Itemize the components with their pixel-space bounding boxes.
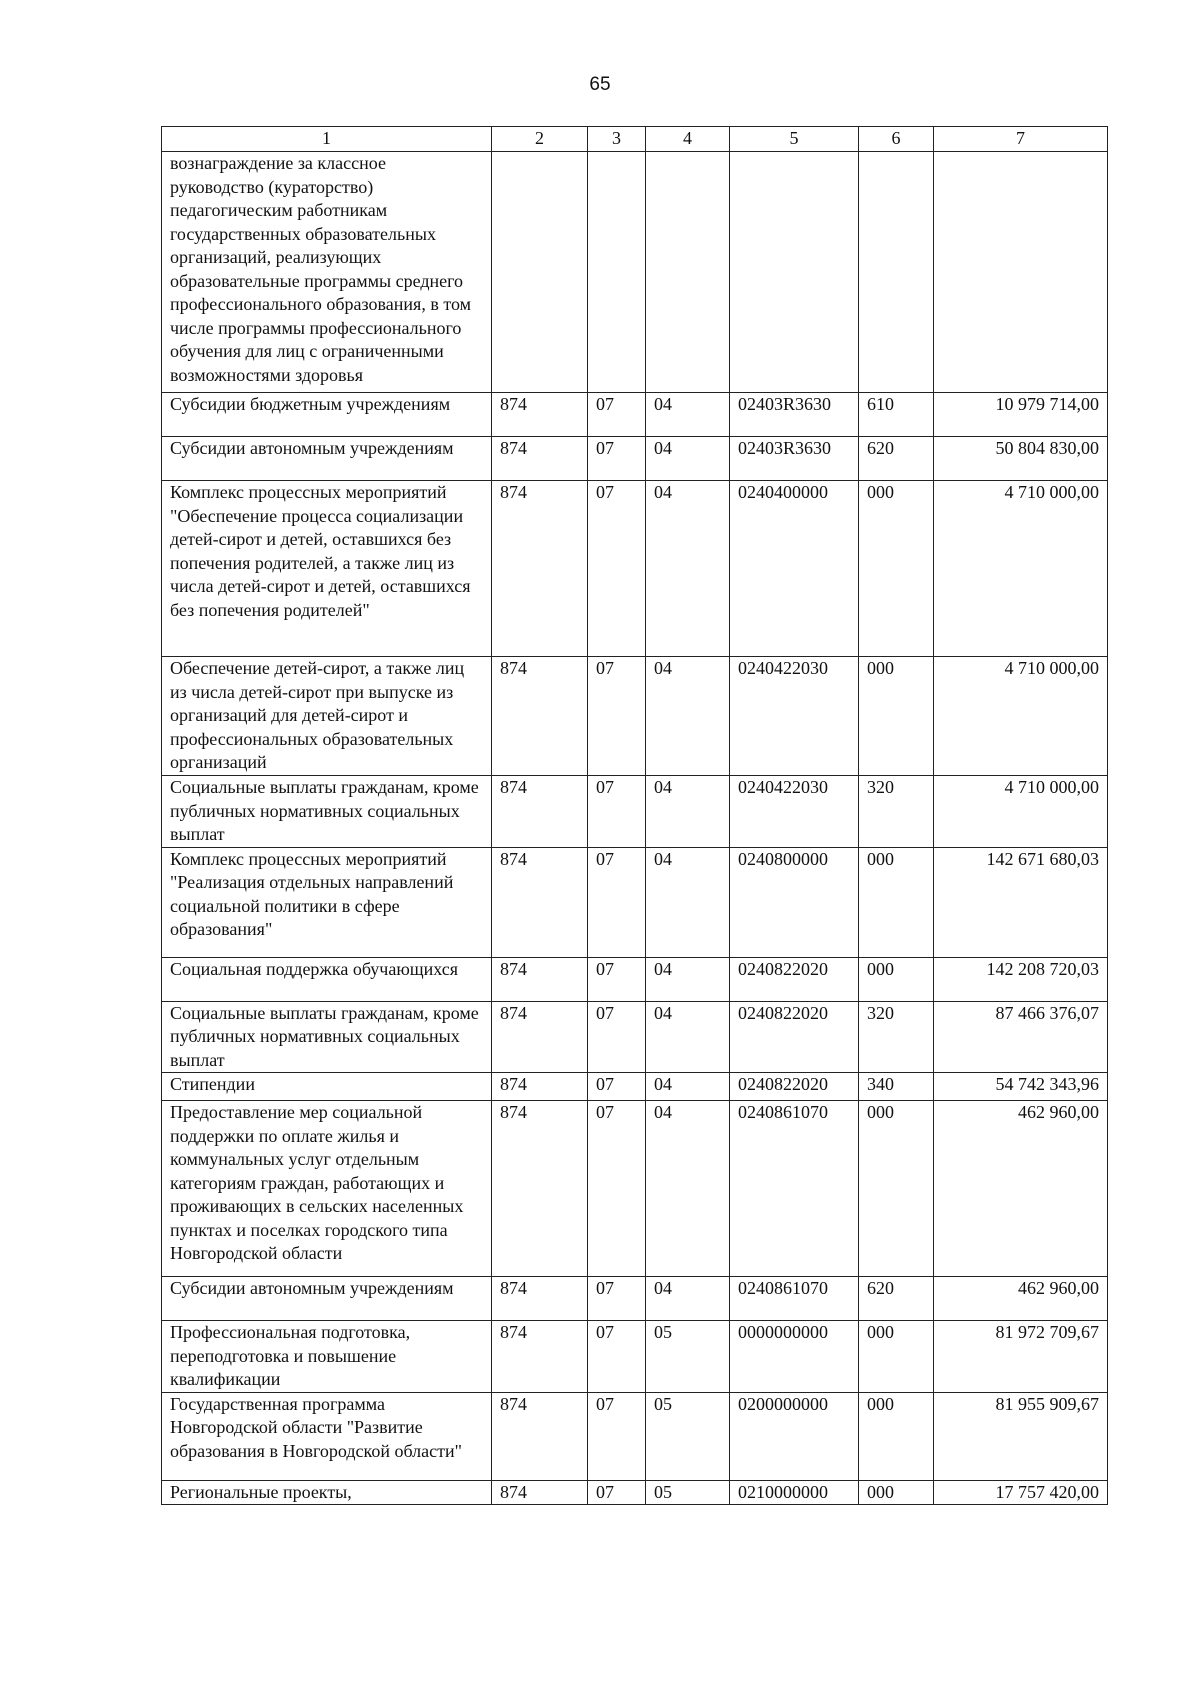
target-article-cell: 0200000000 (730, 1392, 859, 1480)
amount-cell: 81 955 909,67 (934, 1392, 1108, 1480)
table-row (162, 957, 1108, 1001)
item-name-cell: Предоставление мер социальной поддержки по оплате жилья и коммунальных услуг отдельным категориям граждан, работающих и проживающих в сельских населенных пунктах и поселках городского типа Новгородской области (162, 1101, 492, 1277)
amount-cell (934, 152, 1108, 393)
target-article-cell: 0240822020 (730, 957, 859, 1001)
expense-type-cell: 320 (859, 1001, 934, 1073)
subsection-code-cell: 04 (646, 776, 730, 848)
subsection-code-cell: 04 (646, 1001, 730, 1073)
section-code-cell (588, 152, 646, 393)
section-code-cell: 07 (588, 1277, 646, 1321)
section-code-cell: 07 (588, 393, 646, 437)
subsection-code-cell: 04 (646, 657, 730, 776)
grbs-code-cell: 874 (492, 1073, 588, 1101)
item-name-cell: Социальная поддержка обучающихся (162, 957, 492, 1001)
item-name-cell: вознаграждение за классное руководство (кураторство) педагогическим работникам государственных образовательных организаций, реализующих образовательные программы среднего профессионального образования, в том числе программы профессионального обучения для лиц с ограниченными возможностями здоровья (162, 152, 492, 393)
expense-type-cell: 610 (859, 393, 934, 437)
column-header: 7 (934, 127, 1108, 152)
table-row (162, 1321, 1108, 1393)
subsection-code-cell: 04 (646, 481, 730, 657)
item-name-cell: Субсидии автономным учреждениям (162, 1277, 492, 1321)
section-code-cell: 07 (588, 1073, 646, 1101)
target-article-cell: 0240422030 (730, 776, 859, 848)
header-row (162, 127, 1108, 152)
table-row (162, 1101, 1108, 1277)
section-code-cell: 07 (588, 1480, 646, 1505)
amount-cell: 462 960,00 (934, 1101, 1108, 1277)
section-code-cell: 07 (588, 776, 646, 848)
grbs-code-cell: 874 (492, 657, 588, 776)
item-name-cell: Профессиональная подготовка, переподготовка и повышение квалификации (162, 1321, 492, 1393)
expense-type-cell (859, 152, 934, 393)
table-row (162, 657, 1108, 776)
expense-type-cell: 000 (859, 1480, 934, 1505)
item-name-cell: Стипендии (162, 1073, 492, 1101)
item-name-cell: Комплекс процессных мероприятий "Обеспечение процесса социализации детей-сирот и детей, оставшихся без попечения родителей, а также лиц из числа детей-сирот и детей, оставшихся без попечения родителей" (162, 481, 492, 657)
expense-type-cell: 000 (859, 957, 934, 1001)
amount-cell: 142 208 720,03 (934, 957, 1108, 1001)
target-article-cell: 0240822020 (730, 1073, 859, 1101)
subsection-code-cell: 05 (646, 1321, 730, 1393)
expense-type-cell: 000 (859, 1392, 934, 1480)
target-article-cell: 0240800000 (730, 847, 859, 957)
target-article-cell: 0240400000 (730, 481, 859, 657)
table-row (162, 847, 1108, 957)
grbs-code-cell: 874 (492, 481, 588, 657)
target-article-cell: 0240861070 (730, 1101, 859, 1277)
grbs-code-cell: 874 (492, 393, 588, 437)
target-article-cell: 02403R3630 (730, 437, 859, 481)
item-name-cell: Региональные проекты, (162, 1480, 492, 1505)
section-code-cell: 07 (588, 437, 646, 481)
amount-cell: 50 804 830,00 (934, 437, 1108, 481)
target-article-cell (730, 152, 859, 393)
amount-cell: 17 757 420,00 (934, 1480, 1108, 1505)
table-row (162, 776, 1108, 848)
subsection-code-cell: 04 (646, 1073, 730, 1101)
column-header: 6 (859, 127, 934, 152)
grbs-code-cell: 874 (492, 437, 588, 481)
target-article-cell: 0240422030 (730, 657, 859, 776)
table-row (162, 1480, 1108, 1505)
table-body (162, 152, 1108, 1505)
column-header: 4 (646, 127, 730, 152)
item-name-cell: Социальные выплаты гражданам, кроме публичных нормативных социальных выплат (162, 1001, 492, 1073)
section-code-cell: 07 (588, 1321, 646, 1393)
amount-cell: 4 710 000,00 (934, 776, 1108, 848)
item-name-cell: Субсидии автономным учреждениям (162, 437, 492, 481)
expense-type-cell: 000 (859, 481, 934, 657)
subsection-code-cell: 04 (646, 393, 730, 437)
subsection-code-cell: 05 (646, 1392, 730, 1480)
item-name-cell: Государственная программа Новгородской области "Развитие образования в Новгородской области" (162, 1392, 492, 1480)
budget-table (161, 126, 1108, 1505)
grbs-code-cell: 874 (492, 1321, 588, 1393)
grbs-code-cell: 874 (492, 957, 588, 1001)
expense-type-cell: 320 (859, 776, 934, 848)
page-number: 65 (589, 74, 611, 95)
amount-cell: 87 466 376,07 (934, 1001, 1108, 1073)
amount-cell: 4 710 000,00 (934, 481, 1108, 657)
column-header: 5 (730, 127, 859, 152)
section-code-cell: 07 (588, 481, 646, 657)
amount-cell: 10 979 714,00 (934, 393, 1108, 437)
grbs-code-cell: 874 (492, 1101, 588, 1277)
subsection-code-cell: 04 (646, 437, 730, 481)
amount-cell: 462 960,00 (934, 1277, 1108, 1321)
column-header: 2 (492, 127, 588, 152)
target-article-cell: 0210000000 (730, 1480, 859, 1505)
grbs-code-cell: 874 (492, 1001, 588, 1073)
grbs-code-cell: 874 (492, 776, 588, 848)
target-article-cell: 02403R3630 (730, 393, 859, 437)
subsection-code-cell: 04 (646, 1101, 730, 1277)
table-row (162, 393, 1108, 437)
item-name-cell: Субсидии бюджетным учреждениям (162, 393, 492, 437)
subsection-code-cell: 04 (646, 1277, 730, 1321)
table-row (162, 1392, 1108, 1480)
column-header: 3 (588, 127, 646, 152)
item-name-cell: Комплекс процессных мероприятий "Реализация отдельных направлений социальной политики в сфере образования" (162, 847, 492, 957)
expense-type-cell: 000 (859, 657, 934, 776)
column-header: 1 (162, 127, 492, 152)
expense-type-cell: 620 (859, 437, 934, 481)
target-article-cell: 0240822020 (730, 1001, 859, 1073)
section-code-cell: 07 (588, 957, 646, 1001)
amount-cell: 54 742 343,96 (934, 1073, 1108, 1101)
grbs-code-cell: 874 (492, 1392, 588, 1480)
item-name-cell: Социальные выплаты гражданам, кроме публичных нормативных социальных выплат (162, 776, 492, 848)
expense-type-cell: 000 (859, 1101, 934, 1277)
table-row (162, 152, 1108, 393)
subsection-code-cell: 04 (646, 847, 730, 957)
table-row (162, 1001, 1108, 1073)
subsection-code-cell (646, 152, 730, 393)
target-article-cell: 0000000000 (730, 1321, 859, 1393)
grbs-code-cell: 874 (492, 1480, 588, 1505)
expense-type-cell: 620 (859, 1277, 934, 1321)
section-code-cell: 07 (588, 1001, 646, 1073)
subsection-code-cell: 05 (646, 1480, 730, 1505)
expense-type-cell: 000 (859, 1321, 934, 1393)
table-row (162, 437, 1108, 481)
expense-type-cell: 000 (859, 847, 934, 957)
section-code-cell: 07 (588, 1101, 646, 1277)
section-code-cell: 07 (588, 1392, 646, 1480)
target-article-cell: 0240861070 (730, 1277, 859, 1321)
item-name-cell: Обеспечение детей-сирот, а также лиц из числа детей-сирот при выпуске из организаций для детей-сирот и профессиональных образовательных организаций (162, 657, 492, 776)
table-row (162, 1277, 1108, 1321)
amount-cell: 142 671 680,03 (934, 847, 1108, 957)
subsection-code-cell: 04 (646, 957, 730, 1001)
grbs-code-cell (492, 152, 588, 393)
section-code-cell: 07 (588, 657, 646, 776)
expense-type-cell: 340 (859, 1073, 934, 1101)
grbs-code-cell: 874 (492, 1277, 588, 1321)
grbs-code-cell: 874 (492, 847, 588, 957)
amount-cell: 81 972 709,67 (934, 1321, 1108, 1393)
table-row (162, 481, 1108, 657)
section-code-cell: 07 (588, 847, 646, 957)
amount-cell: 4 710 000,00 (934, 657, 1108, 776)
table-row (162, 1073, 1108, 1101)
